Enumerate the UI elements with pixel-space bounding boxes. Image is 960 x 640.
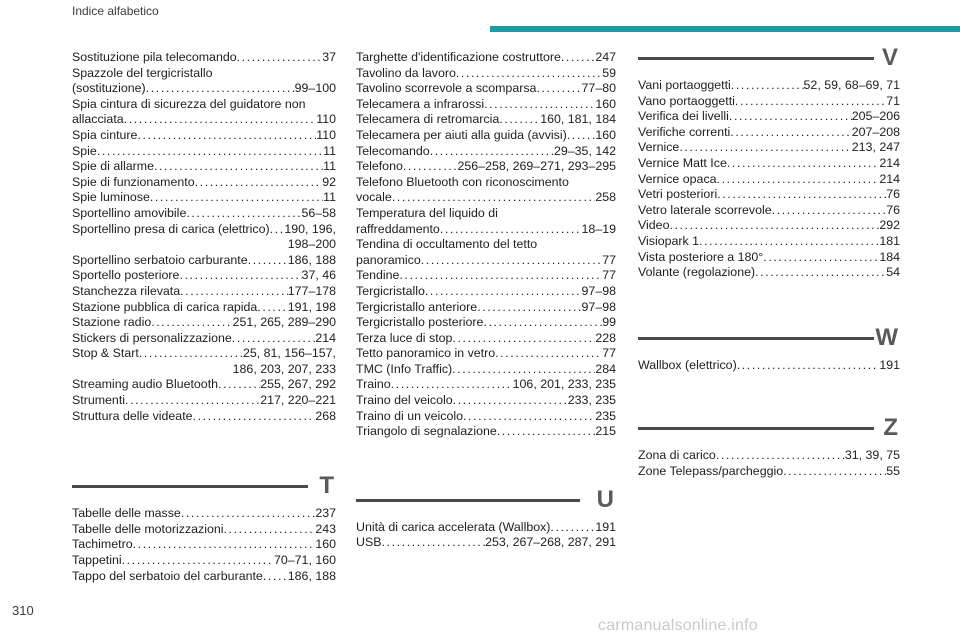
index-entry [72, 190, 336, 206]
index-entry [356, 377, 616, 393]
entry-pages: 37, 46 [301, 268, 336, 283]
entry-pages: 207–208 [851, 124, 900, 139]
entry-term: Temperatura del liquido di [356, 205, 498, 220]
entry-pages: 77 [602, 268, 616, 283]
entry-pages: 160 [595, 127, 616, 142]
entry-pages: 160, 181, 184 [540, 112, 616, 127]
entry-pages: 97–98 [581, 299, 616, 314]
entry-pages: 235 [595, 408, 616, 423]
section-rule [638, 427, 874, 430]
index-entry [72, 144, 336, 160]
leader-dots [146, 81, 295, 97]
entry-term: Zone Telepass/parcheggio [638, 463, 784, 478]
entry-term: Tetto panoramico in vetro [356, 346, 496, 361]
index-entry [72, 50, 336, 66]
index-entry-continuation [72, 362, 336, 378]
index-entry [356, 331, 616, 347]
entry-term: Tendina di occultamento del tetto [356, 237, 538, 252]
entry-pages: 205–206 [851, 109, 900, 124]
index-entry [72, 331, 336, 347]
index-entry [72, 284, 336, 300]
leader-dots [97, 144, 323, 160]
entry-pages: 228 [595, 330, 616, 345]
leader-dots [561, 50, 595, 66]
index-entry [72, 81, 336, 97]
leader-dots [483, 315, 602, 331]
entry-pages: 76 [886, 187, 900, 202]
leader-dots [717, 187, 886, 203]
entry-pages: 191 [879, 357, 900, 372]
leader-dots [679, 140, 851, 156]
entry-term: Stop & Start [72, 346, 139, 361]
entry-pages: 215 [595, 424, 616, 439]
leader-dots [193, 409, 316, 425]
entry-pages: 77 [602, 252, 616, 267]
leader-dots [495, 346, 602, 362]
leader-dots [499, 112, 540, 128]
entry-term: Traino [356, 377, 391, 392]
leader-dots [484, 97, 595, 113]
entry-term: Sostituzione pila telecomando [72, 50, 237, 64]
index-entry [72, 377, 336, 393]
index-entry [72, 222, 336, 238]
leader-dots [699, 234, 879, 250]
index-entry [638, 172, 900, 188]
entry-term: raffreddamento [356, 221, 440, 236]
index-entry [72, 128, 336, 144]
leader-dots [381, 535, 485, 551]
index-entry [356, 424, 616, 440]
entry-term: Stazione pubblica di carica rapida [72, 299, 258, 314]
index-entry [356, 206, 616, 222]
leader-dots [763, 250, 879, 266]
entry-pages: 59 [602, 65, 616, 80]
index-entry [72, 159, 336, 175]
leader-dots [727, 156, 879, 172]
entry-term: Tabelle delle masse [72, 506, 181, 521]
leader-dots [122, 553, 274, 569]
leader-dots [403, 159, 458, 175]
entry-pages: 256–258, 269–271, 293–295 [457, 159, 616, 174]
index-entry [638, 265, 900, 281]
leader-dots [731, 78, 804, 94]
entry-term: Stanchezza rilevata [72, 283, 181, 298]
index-entry [638, 250, 900, 266]
entry-term: Tappo del serbatoio del carburante [72, 568, 263, 583]
section-letter: U [596, 485, 614, 513]
entry-term: Vernice opaca [638, 171, 717, 186]
section-letter: W [875, 323, 898, 351]
entry-term: Tendine [356, 268, 400, 283]
section-rule [638, 337, 874, 340]
entry-term: Tergicristallo [356, 283, 425, 298]
entry-term: Triangolo di segnalazione [356, 424, 497, 439]
entry-term: Visiopark 1 [638, 233, 700, 248]
index-entry [72, 112, 336, 128]
leader-dots [463, 409, 595, 425]
entry-term: Vani portaoggetti [638, 78, 731, 92]
entry-term: Tappetini [72, 553, 122, 568]
entry-pages: 186, 188 [287, 568, 336, 583]
index-entry [638, 125, 900, 141]
leader-dots [730, 125, 851, 141]
entry-pages: 31, 39, 75 [844, 448, 900, 463]
index-entry [72, 66, 336, 82]
index-entry [638, 358, 900, 374]
index-entry [356, 520, 616, 536]
entry-term: Vista posteriore a 180° [638, 249, 764, 264]
entry-term: (sostituzione) [72, 81, 146, 96]
leader-dots [181, 506, 315, 522]
index-entry [72, 268, 336, 284]
index-entry-continuation [72, 237, 336, 253]
index-column-1 [72, 50, 336, 584]
leader-dots [536, 81, 581, 97]
index-entry [72, 553, 336, 569]
entry-pages: 11 [323, 143, 336, 158]
entry-term: Vernice [638, 140, 680, 155]
leader-dots [180, 284, 288, 300]
index-entry [638, 203, 900, 219]
page-number: 310 [12, 603, 34, 618]
leader-dots [151, 315, 232, 331]
entry-pages: 213, 247 [851, 140, 900, 155]
section-letter: Z [883, 414, 898, 442]
index-entry [356, 237, 616, 253]
entry-pages: 186, 203, 207, 233 [232, 361, 336, 376]
entry-pages: 70–71, 160 [273, 553, 336, 568]
leader-dots [133, 537, 316, 553]
entry-term: Tavolino scorrevole a scomparsa [356, 81, 537, 96]
index-entry [638, 109, 900, 125]
entry-term: Sportellino serbatoio carburante [72, 252, 248, 267]
index-entry [356, 253, 616, 269]
entry-pages: 217, 220–221 [260, 393, 336, 408]
leader-dots [783, 464, 886, 480]
leader-dots [717, 172, 880, 188]
entry-term: Spie luminose [72, 190, 150, 205]
section-rule [356, 499, 580, 502]
index-entry [356, 300, 616, 316]
index-entry [72, 300, 336, 316]
entry-pages: 37 [322, 50, 336, 64]
entry-pages: 198–200 [287, 237, 336, 252]
index-entry [72, 522, 336, 538]
entry-pages: 71 [886, 93, 900, 108]
entry-term: Traino di un veicolo [356, 408, 463, 423]
index-entry [638, 448, 900, 464]
entry-pages: 11 [323, 190, 336, 205]
entry-term: Telecamera a infrarossi [356, 96, 485, 111]
entry-term: Telecamera per aiuti alla guida (avvisi) [356, 127, 567, 142]
leader-dots [497, 424, 596, 440]
entry-pages: 99 [602, 315, 616, 330]
entry-term: Video [638, 218, 670, 233]
entry-pages: 77 [602, 346, 616, 361]
entry-pages: 29–35, 142 [553, 143, 616, 158]
index-entry [638, 156, 900, 172]
entry-pages: 268 [315, 408, 336, 423]
section-heading-t [72, 472, 336, 506]
leader-dots [224, 522, 316, 538]
entry-pages: 184 [879, 249, 900, 264]
entry-term: TMC (Info Traffic) [356, 361, 453, 376]
index-entry [638, 140, 900, 156]
entry-pages: 214 [315, 330, 336, 345]
entry-term: Tavolino da lavoro [356, 65, 456, 80]
leader-dots [237, 50, 323, 66]
leader-dots [550, 520, 595, 536]
leader-dots [232, 331, 316, 347]
entry-pages: 284 [595, 361, 616, 376]
index-entry [72, 506, 336, 522]
leader-dots [186, 206, 301, 222]
leader-dots [391, 377, 513, 393]
entry-pages: 214 [879, 171, 900, 186]
entry-pages: 253, 267–268, 287, 291 [485, 535, 616, 550]
leader-dots [263, 569, 288, 585]
entry-term: Tergicristallo posteriore [356, 315, 484, 330]
index-entry [72, 537, 336, 553]
entry-term: Tachimetro [72, 537, 133, 552]
entry-pages: 251, 265, 289–290 [232, 315, 336, 330]
entry-pages: 177–178 [287, 283, 336, 298]
entry-pages: 233, 235 [567, 393, 616, 408]
section-heading-v [638, 44, 900, 78]
entry-pages: 92 [322, 174, 336, 189]
entry-term: Vano portaoggetti [638, 93, 735, 108]
leader-dots [179, 268, 301, 284]
entry-pages: 247 [595, 50, 616, 64]
entry-term: Telecamera di retromarcia [356, 112, 500, 127]
entry-term: Telefono Bluetooth con riconoscimento [356, 174, 569, 189]
section-heading-z [638, 414, 900, 448]
leader-dots [453, 393, 568, 409]
entry-pages: 255, 267, 292 [260, 377, 336, 392]
index-entry [356, 144, 616, 160]
leader-dots [218, 377, 260, 393]
entry-pages: 110 [316, 112, 336, 127]
entry-pages: 258 [595, 190, 616, 205]
entry-pages: 191 [595, 519, 616, 534]
entry-pages: 106, 201, 233, 235 [512, 377, 616, 392]
entry-term: allacciata [72, 112, 124, 127]
index-entry [356, 175, 616, 191]
entry-pages: 25, 81, 156–157, [242, 346, 336, 361]
index-entry [356, 159, 616, 175]
entry-pages: 54 [886, 265, 900, 280]
leader-dots [452, 362, 595, 378]
entry-term: Sportellino presa di carica (elettrico) [72, 221, 270, 236]
leader-dots [440, 222, 582, 238]
entry-term: Terza luce di stop [356, 330, 453, 345]
entry-term: Sportellino amovibile [72, 205, 187, 220]
entry-term: Spia cinture [72, 127, 138, 142]
entry-pages: 18–19 [581, 221, 616, 236]
section-heading-u [356, 485, 616, 520]
entry-pages: 214 [879, 155, 900, 170]
entry-term: Strumenti [72, 393, 126, 408]
entry-term: Sportello posteriore [72, 268, 180, 283]
leader-dots [716, 448, 845, 464]
leader-dots [124, 112, 317, 128]
watermark-text: carmanualsonline.info [598, 617, 758, 634]
section-rule [72, 485, 308, 488]
entry-pages: 160 [315, 537, 336, 552]
entry-term: Tabelle delle motorizzazioni [72, 521, 224, 536]
index-entry [72, 315, 336, 331]
index-entry [356, 346, 616, 362]
entry-term: Vetro laterale scorrevole [638, 202, 772, 217]
index-entry [356, 268, 616, 284]
leader-dots [456, 66, 602, 82]
index-entry [72, 393, 336, 409]
index-entry [356, 315, 616, 331]
leader-dots [452, 331, 595, 347]
section-rule [638, 57, 874, 60]
leader-dots [137, 128, 316, 144]
leader-dots [735, 94, 886, 110]
entry-pages: 11 [323, 159, 336, 174]
index-entry [356, 50, 616, 66]
index-entry [72, 409, 336, 425]
header-accent-bar [490, 26, 960, 32]
index-column-3 [638, 44, 900, 480]
entry-term: Spazzole del tergicristallo [72, 65, 213, 80]
leader-dots [772, 203, 887, 219]
leader-dots [669, 218, 879, 234]
leader-dots [477, 300, 581, 316]
leader-dots [399, 268, 602, 284]
entry-pages: 181 [879, 233, 900, 248]
index-entry [638, 464, 900, 480]
leader-dots [125, 393, 260, 409]
index-entry [356, 535, 616, 551]
entry-pages: 160 [595, 96, 616, 111]
leader-dots [425, 284, 582, 300]
index-entry [638, 218, 900, 234]
entry-pages: 110 [316, 127, 336, 142]
entry-pages: 99–100 [294, 81, 336, 96]
leader-dots [755, 265, 886, 281]
entry-pages: 292 [879, 218, 900, 233]
entry-term: Stickers di personalizzazione [72, 330, 232, 345]
entry-term: vocale [356, 190, 392, 205]
entry-term: Spia cintura di sicurezza del guidatore non [72, 96, 306, 111]
leader-dots [139, 346, 243, 362]
index-entry [356, 97, 616, 113]
entry-term: panoramico [356, 252, 421, 267]
entry-pages: 190, 196, [284, 221, 336, 236]
leader-dots [430, 144, 554, 160]
index-entry [356, 190, 616, 206]
index-entry [638, 234, 900, 250]
index-entry [72, 97, 336, 113]
section-letter: T [319, 472, 334, 500]
entry-pages: 97–98 [581, 283, 616, 298]
entry-pages: 77–80 [581, 81, 616, 96]
entry-term: USB [356, 535, 382, 550]
leader-dots [421, 253, 602, 269]
entry-term: Struttura delle videate [72, 408, 193, 423]
page-header-title: Indice alfabetico [72, 4, 159, 18]
entry-pages: 243 [315, 521, 336, 536]
entry-pages: 186, 188 [287, 252, 336, 267]
index-entry [72, 569, 336, 585]
entry-term: Verifica dei livelli [638, 109, 729, 124]
index-entry [638, 187, 900, 203]
index-entry [638, 94, 900, 110]
index-entry [72, 206, 336, 222]
entry-pages: 55 [886, 463, 900, 478]
leader-dots [729, 109, 852, 125]
entry-term: Telefono [356, 159, 403, 174]
entry-term: Unità di carica accelerata (Wallbox) [356, 519, 551, 534]
entry-term: Tergicristallo anteriore [356, 299, 478, 314]
entry-term: Spie di funzionamento [72, 174, 195, 189]
entry-pages: 191, 198 [287, 299, 336, 314]
entry-term: Zona di carico [638, 448, 716, 463]
entry-term: Verifiche correnti [638, 124, 731, 139]
leader-dots [248, 253, 288, 269]
section-letter: V [881, 44, 898, 71]
leader-dots [737, 358, 880, 374]
index-entry [356, 409, 616, 425]
entry-term: Stazione radio [72, 315, 152, 330]
entry-term: Spie [72, 143, 97, 158]
leader-dots [195, 175, 323, 191]
leader-dots [257, 300, 287, 316]
index-entry [356, 362, 616, 378]
section-heading-w [638, 323, 900, 358]
entry-term: Traino del veicolo [356, 393, 453, 408]
entry-pages: 237 [315, 506, 336, 521]
entry-term: Vernice Matt Ice [638, 155, 727, 170]
entry-term: Targhette d'identificazione costruttore [356, 50, 561, 64]
index-entry [356, 81, 616, 97]
entry-pages: 76 [886, 202, 900, 217]
index-entry [356, 128, 616, 144]
entry-term: Telecomando [356, 143, 430, 158]
leader-dots [150, 190, 323, 206]
index-entry [356, 222, 616, 238]
index-entry [356, 66, 616, 82]
entry-term: Spie di allarme [72, 159, 154, 174]
index-entry [72, 253, 336, 269]
entry-term: Streaming audio Bluetooth [72, 377, 219, 392]
entry-pages: 52, 59, 68–69, 71 [803, 78, 900, 92]
index-entry [356, 284, 616, 300]
entry-term: Vetri posteriori [638, 187, 718, 202]
index-entry [356, 112, 616, 128]
index-entry [72, 346, 336, 362]
index-entry [356, 393, 616, 409]
leader-dots [154, 159, 323, 175]
leader-dots [270, 222, 285, 238]
index-entry [638, 78, 900, 94]
index-column-2 [356, 50, 616, 551]
leader-dots [392, 190, 595, 206]
entry-term: Wallbox (elettrico) [638, 357, 737, 372]
entry-pages: 56–58 [301, 205, 336, 220]
leader-dots [567, 128, 596, 144]
index-entry [72, 175, 336, 191]
entry-term: Volante (regolazione) [638, 265, 756, 280]
